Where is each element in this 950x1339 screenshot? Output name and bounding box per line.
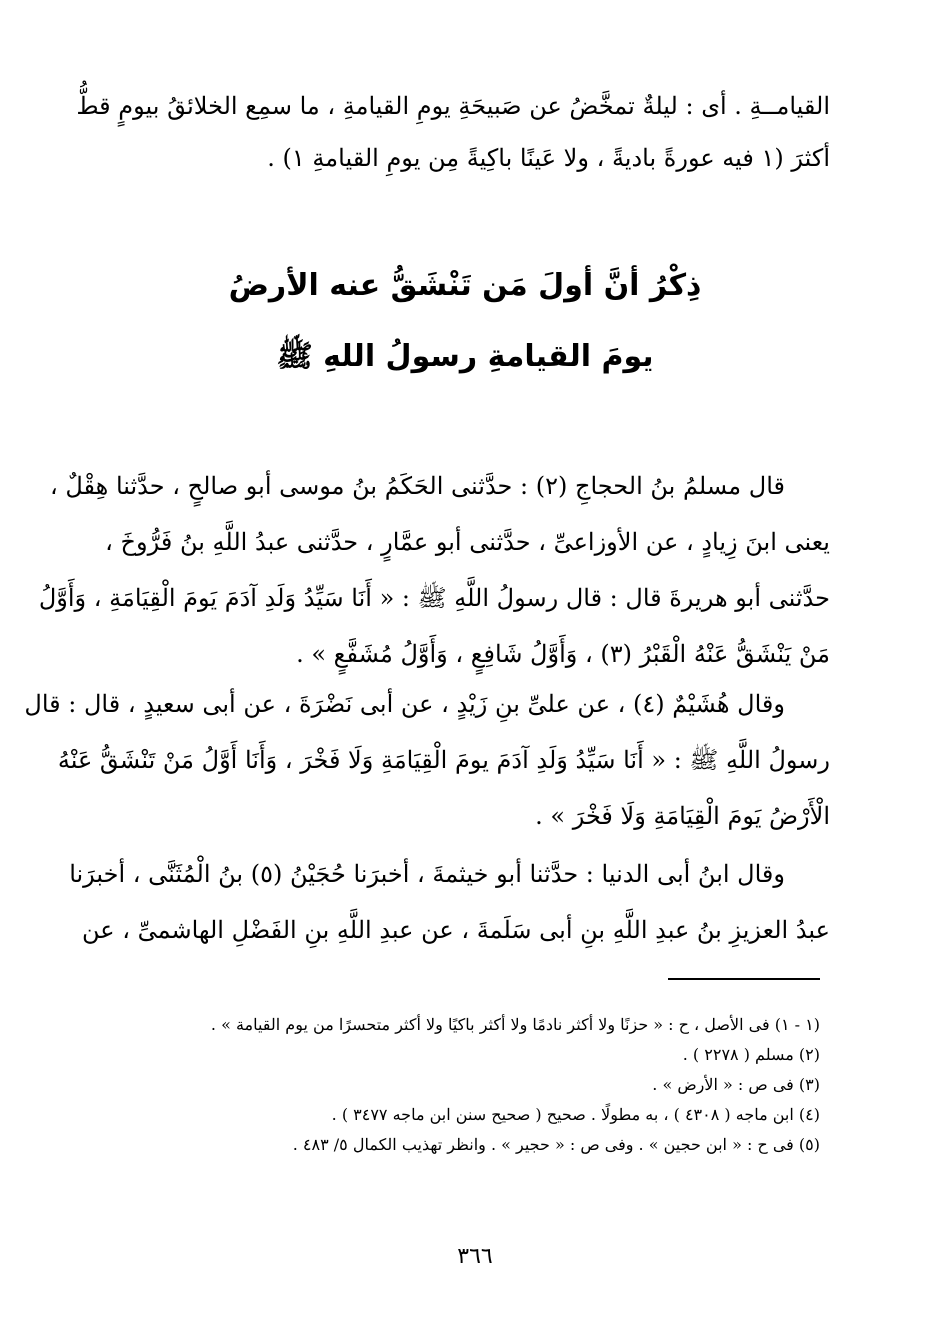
chapter-heading-line-2: يومَ القيامةِ رسولُ اللهِ ﷺ: [276, 339, 654, 374]
hadith-paragraph-1: [38, 458, 830, 682]
intro-line: أكثرَ (١ فيه عورةً باديةً ، ولا عَينًا باكِيةً مِن يومِ القيامةِ ١) .: [267, 144, 830, 172]
paragraph-line: حدَّثنى أبو هريرةَ قال : قال رسولُ اللَّهِ ﷺ : « أَنَا سَيِّدُ وَلَدِ آدَمَ يَومَ الْقِيَامَةِ ، وَأَوَّلُ: [38, 584, 830, 612]
page-number: ٣٦٦: [457, 1244, 493, 1269]
paragraph-line: رسولُ اللَّهِ ﷺ : « أَنَا سَيِّدُ وَلَدِ آدَمَ يومَ الْقِيَامَةِ وَلَا فَخْرَ ، وَأَنَا أَوَّلُ مَنْ تَنْشَقُّ عَنْهُ: [57, 746, 830, 774]
footnote: (٤) ابن ماجه ( ٤٣٠٨ ) ، به مطولًا . صحيح ( صحيح سنن ابن ماجه ٣٤٧٧ ) .: [331, 1105, 820, 1124]
footnote: (٣) فى ص : « الأرض » .: [652, 1075, 820, 1094]
paragraph-line: عبدُ العزيزِ بنُ عبدِ اللَّهِ بنِ أبى سَلَمةَ ، عن عبدِ اللَّهِ بنِ الفَضْلِ الهاشمىِّ ، عن: [82, 916, 830, 944]
paragraph-line: وقال ابنُ أبى الدنيا : حدَّثنا أبو خيثمةَ ، أخبرَنا حُجَيْنُ (٥) بنُ الْمُثَنَّى ، أخبرَنا: [69, 860, 785, 888]
intro-line: القيامــةِ . أى : ليلةٌ تمخَّضُ عن صَبيحَةِ يومِ القيامةِ ، ما سمِع الخلائقُ بيومٍ قطُّ: [76, 92, 830, 120]
paragraph-line: يعنى ابنَ زِيادٍ ، عن الأوزاعىِّ ، حدَّثنى أبو عمَّارٍ ، حدَّثنى عبدُ اللَّهِ بنُ فَرُّوخَ ،: [105, 528, 830, 556]
footnote: (٥) فى ح : « ابن حجين » . وفى ص : « حجير » . وانظر تهذيب الكمال ٥/ ٤٨٣ .: [292, 1135, 820, 1154]
footnote-separator: [668, 978, 820, 980]
footnote: (٢) مسلم ( ٢٢٧٨ ) .: [682, 1045, 820, 1064]
paragraph-line: قال مسلمُ بنُ الحجاجِ (٢) : حدَّثنى الحَكَمُ بنُ موسى أبو صالحٍ ، حدَّثنا هِقْلٌ ،: [49, 472, 785, 500]
footnote: (١ - ١) فى الأصل ، ح : « حزنًا ولا أكثر نادمًا ولا أكثر باكيًا ولا أكثر متحسرًا من يوم القيامة » .: [210, 1015, 820, 1034]
hadith-paragraph-2: [24, 676, 830, 844]
chapter-heading-line-1: ذِكْرُ أنَّ أولَ مَن تَنْشَقُّ عنه الأرضُ: [228, 268, 702, 303]
hadith-paragraph-3: [69, 846, 830, 958]
footnotes: [100, 1010, 820, 1160]
paragraph-line: الْأَرْضُ يَومَ الْقِيَامَةِ وَلَا فَخْرَ » .: [535, 802, 830, 830]
paragraph-line: وقال هُشَيْمٌ (٤) ، عن علىِّ بنِ زَيْدٍ ، عن أبى نَضْرَةَ ، عن أبى سعيدٍ ، قال : قال: [24, 690, 785, 718]
intro-paragraph: [76, 80, 830, 184]
paragraph-line: مَنْ يَنْشَقُّ عَنْهُ الْقَبْرُ (٣) ، وَأَوَّلُ شَافِعٍ ، وَأَوَّلُ مُشَفَّعٍ » .: [296, 640, 830, 668]
